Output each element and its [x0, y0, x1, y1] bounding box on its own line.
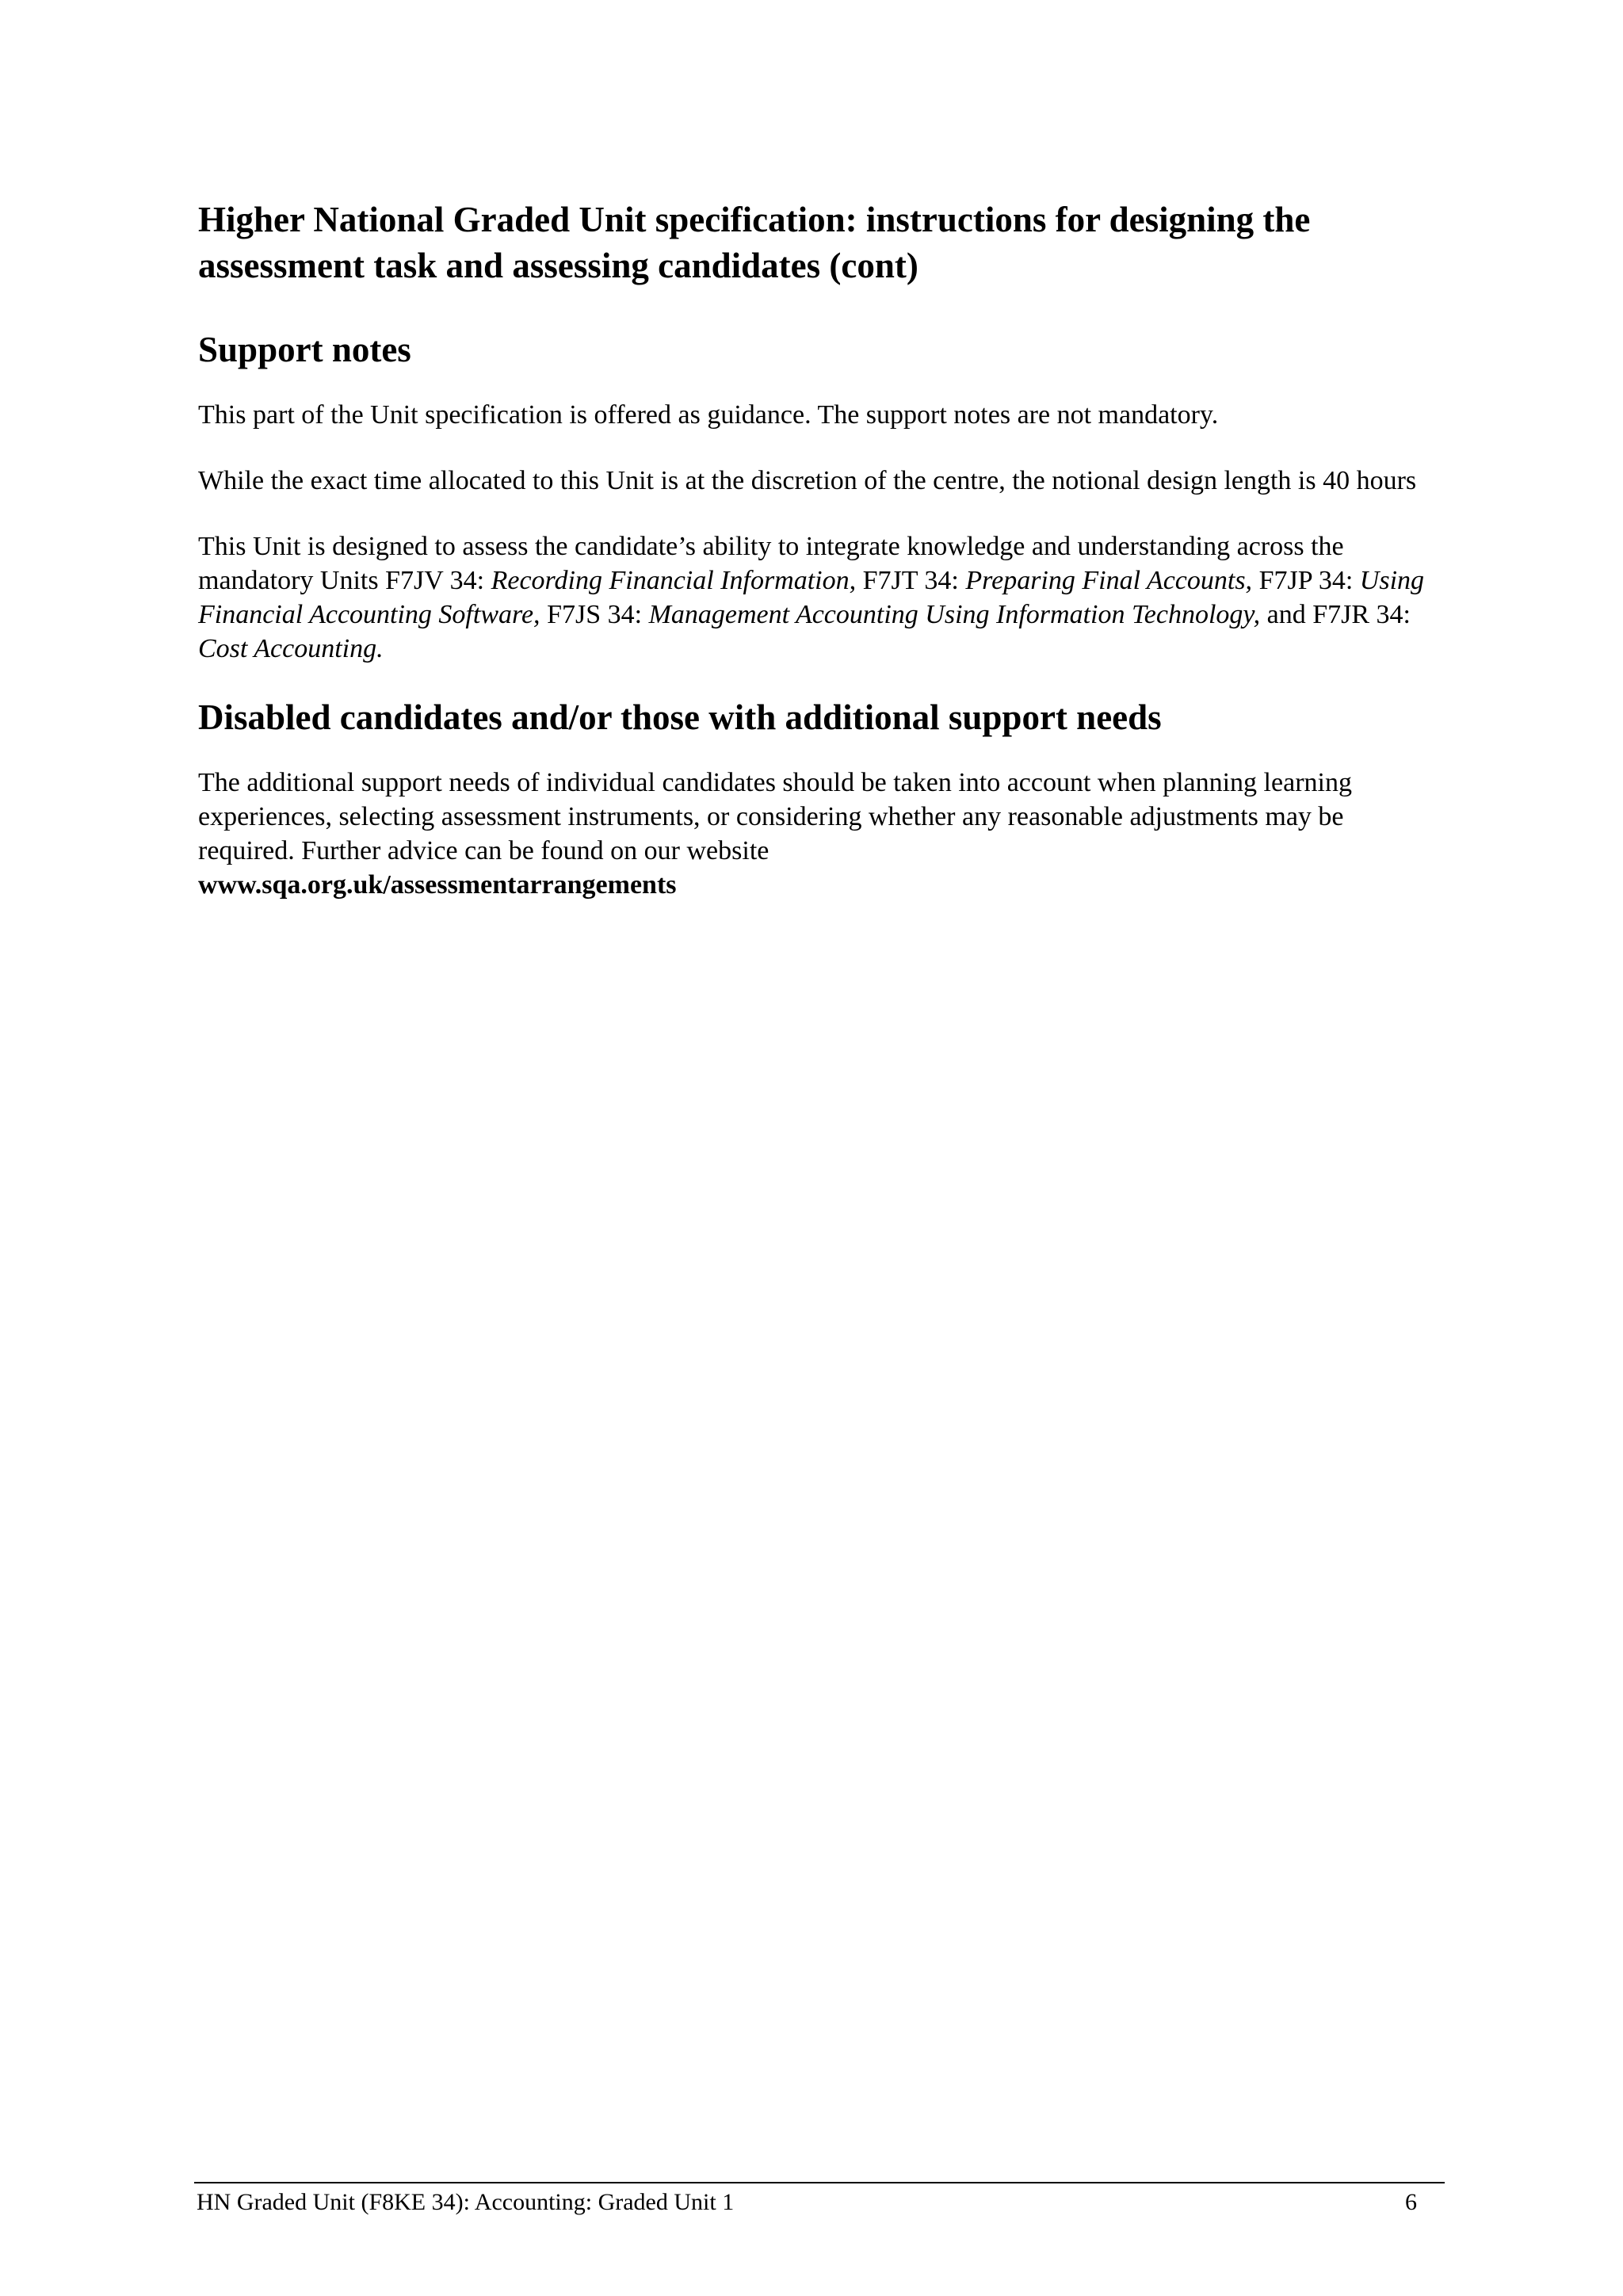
units-text-3: F7JP 34:: [1252, 566, 1360, 595]
unit-title-final-accounts: Preparing Final Accounts,: [965, 566, 1253, 595]
units-text-2: F7JT 34:: [856, 566, 966, 595]
support-para-time: While the exact time allocated to this Unit is at the discretion of the centre, the notional design length is 40 hours: [198, 466, 1417, 495]
footer-unit-title: HN Graded Unit (F8KE 34): Accounting: Graded Unit 1: [197, 2189, 735, 2215]
website-link[interactable]: www.sqa.org.uk/assessmentarrangements: [198, 870, 677, 900]
footer-page-number: 6: [1405, 2189, 1417, 2215]
unit-title-management: Management Accounting Using Information Technology,: [648, 600, 1261, 629]
support-notes-heading: Support notes: [198, 330, 411, 369]
page-title: Higher National Graded Unit specification: instructions for designing the assessment task and assessing candidates (cont): [198, 200, 1311, 285]
units-text-5: and F7JR 34:: [1260, 600, 1411, 629]
support-para-guidance: This part of the Unit specification is offered as guidance. The support notes are not mandatory.: [198, 400, 1219, 430]
page-content: [198, 197, 1434, 902]
disabled-para: [198, 766, 1434, 902]
footer-divider: [194, 2182, 1445, 2183]
unit-title-recording: Recording Financial Information,: [491, 566, 857, 595]
disabled-candidates-heading: Disabled candidates and/or those with additional support needs: [198, 697, 1162, 737]
unit-title-software: Using Financial Accounting Software,: [198, 566, 1425, 629]
disabled-para-text: The additional support needs of individual candidates should be taken into account when planning learning experiences, selecting assessment instruments, or considering whether any reasonable adjustments may be required. Further advice can be found on our website: [198, 768, 1352, 865]
support-para-units: [198, 529, 1434, 666]
units-text-1: This Unit is designed to assess the candidate’s ability to integrate knowledge and understanding across the mandatory Units F7JV 34:: [198, 532, 1344, 595]
units-text-4: F7JS 34:: [540, 600, 649, 629]
unit-title-cost: Cost Accounting.: [198, 634, 384, 663]
